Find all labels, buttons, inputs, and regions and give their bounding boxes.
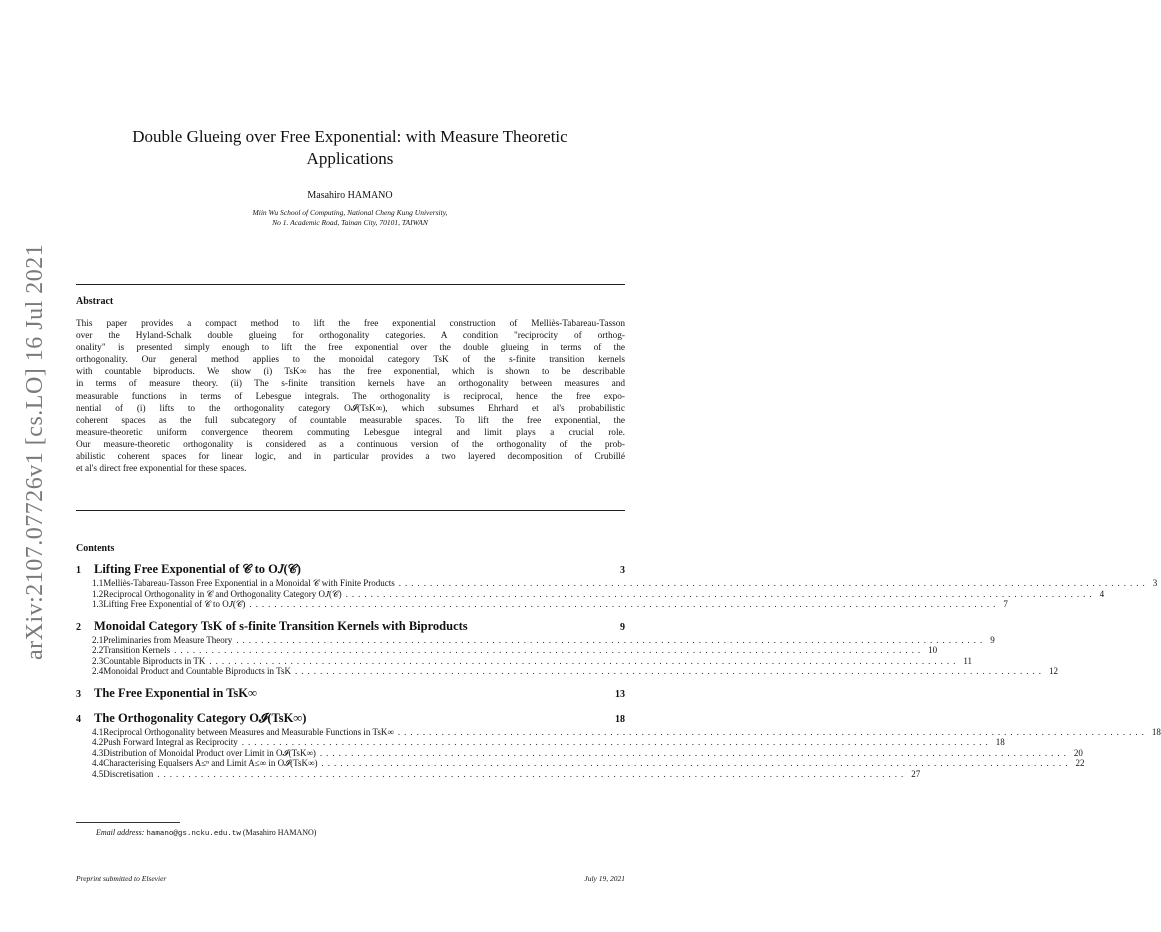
toc-subsection-number: 2.3 (92, 655, 104, 666)
toc-section-title: Monoidal Category TsK of s-finite Transition Kernels with Biproducts (94, 618, 468, 633)
toc-subsection-title: Discretisation (103, 768, 154, 779)
toc-subsection-title: Monoidal Product and Countable Biproducts in TsK (103, 666, 291, 676)
toc-leader-dots: ........................................................................................................................ (209, 655, 960, 666)
abstract-line: over the Hyland-Schalk double glueing for orthogonality categories. A condition "reciprocity of orthog- (76, 331, 625, 342)
abstract-line: with countable biproducts. We show (i) TsK∞ has the free exponential, which is shown to be describable (76, 367, 625, 378)
toc-subsection-page: 4 (1099, 588, 1105, 599)
abstract-heading: Abstract (76, 296, 114, 307)
toc-subsection-page: 7 (1003, 599, 1008, 609)
abstract-line: measurable functions in terms of Lebesgue integrals. The orthogonality is reciprocal, hence the free expo- (76, 391, 625, 402)
toc-subsection-number: 1.1 (92, 578, 104, 588)
contents-heading: Contents (76, 543, 115, 554)
preprint-note: Preprint submitted to Elsevier (76, 874, 167, 883)
toc-subsection-2.1[interactable] (76, 634, 995, 646)
toc-subsection-page: 27 (911, 768, 921, 779)
toc-subsection-number: 4.3 (92, 747, 104, 758)
footnote-author: (Masahiro HAMANO) (242, 828, 317, 837)
toc-subsection-title: Preliminaries from Measure Theory (103, 634, 233, 645)
author-affiliation (140, 208, 560, 228)
toc-leader-dots: ........................................................................................................................ (345, 588, 1096, 599)
toc-section-2[interactable] (76, 619, 625, 635)
toc-subsection-number: 4.1 (92, 726, 104, 737)
toc-subsection-title: Lifting Free Exponential of 𝒞 to O𝐽(𝒞) (103, 599, 246, 609)
toc-subsection-4.3[interactable] (76, 747, 1083, 759)
toc-subsection-page: 3 (1152, 578, 1158, 588)
toc-subsection-page: 20 (1073, 747, 1083, 758)
toc-subsection-number: 1.2 (92, 588, 104, 599)
abstract-line: Our measure-theoretic orthogonality is considered as a continuous version of the orthogonality of the prob- (76, 439, 625, 450)
toc-subsection-number: 2.4 (92, 666, 104, 676)
toc-leader-dots: ........................................................................................................................ (319, 747, 1070, 758)
toc-subsection-2.2[interactable] (76, 645, 938, 656)
toc-section-number: 1 (76, 565, 81, 576)
title-line-1: Double Glueing over Free Exponential: with Measure Theoretic (132, 127, 568, 146)
toc-section-page: 3 (620, 565, 625, 576)
toc-section-1[interactable] (76, 562, 625, 578)
abstract-line: in terms of measure theory. (ii) The s-finite transition kernels have an orthogonality between measures and (76, 379, 625, 390)
table-of-contents (76, 562, 1161, 779)
abstract-line: onality" is presented simply enough to lift the free exponential over the double glueing in terms of the (76, 343, 625, 354)
toc-subsection-title: Reciprocal Orthogonality in 𝒞 and Orthogonality Category O𝐽(𝒞) (103, 588, 342, 599)
toc-subsection-4.2[interactable] (76, 737, 1005, 748)
toc-subsection-number: 4.2 (92, 737, 104, 747)
toc-subsection-page: 22 (1075, 758, 1085, 768)
toc-subsection-page: 9 (990, 634, 995, 645)
toc-section-page: 13 (615, 688, 625, 700)
toc-subsection-number: 2.2 (92, 645, 104, 655)
abstract-line: coherent spaces as the full subcategory of countable measurable spaces. To lift the free exponential, the (76, 415, 625, 426)
toc-section-page: 9 (620, 621, 625, 633)
paper-title (90, 126, 610, 170)
toc-subsection-page: 12 (1048, 666, 1058, 676)
abstract-line: measure-theoretic uniform convergence theorem commuting Lebesgue integral and limit plays a crucial role. (76, 427, 625, 438)
toc-subsection-title: Transition Kernels (103, 645, 171, 655)
toc-leader-dots: ........................................................................................................................ (174, 645, 925, 655)
toc-subsection-4.1[interactable] (76, 726, 1161, 738)
toc-leader-dots: ........................................................................................................................ (236, 634, 987, 645)
toc-subsection-number: 2.1 (92, 634, 104, 645)
toc-subsection-title: Characterising Equalsers A≤ⁿ and Limit A≤∞ in O𝓘(TsK∞) (103, 758, 318, 768)
abstract-line: orthogonality. Our general method applies to the monoidal category TsK of the s-finite transition kernels (76, 355, 625, 366)
toc-section-number: 3 (76, 688, 81, 700)
footnote-label: Email address: (96, 828, 145, 837)
toc-subsection-page: 18 (995, 737, 1005, 747)
toc-subsection-1.3[interactable] (76, 599, 1008, 610)
toc-section-3[interactable] (76, 686, 625, 702)
toc-subsection-4.5[interactable] (76, 768, 921, 780)
toc-subsection-page: 11 (963, 655, 972, 666)
toc-leader-dots: ........................................................................................................................ (294, 666, 1045, 676)
abstract-line: et al's direct free exponential for these spaces. (76, 464, 247, 475)
abstract-top-rule (76, 284, 625, 285)
toc-leader-dots: ........................................................................................................................ (398, 578, 1149, 588)
abstract-line: nential of (i) lifts to the orthogonality category O𝓘(TsK∞), which subsumes Ehrhard et al's probabilistic (76, 403, 625, 414)
toc-leader-dots: ........................................................................................................................ (321, 758, 1072, 768)
toc-section-title: Lifting Free Exponential of 𝒞 to O𝐽(𝒞) (94, 562, 301, 576)
footnote (96, 828, 316, 838)
arxiv-identifier-stamp: arXiv:2107.07726v1 [cs.LO] 16 Jul 2021 (22, 243, 48, 660)
abstract-body (76, 318, 625, 475)
toc-subsection-1.1[interactable] (76, 578, 1158, 589)
author-email-link[interactable]: hamano@gs.ncku.edu.tw (146, 830, 241, 838)
affiliation-line-1: Miin Wu School of Computing, National Cheng Kung University, (252, 208, 448, 217)
title-line-2: Applications (306, 149, 394, 168)
abstract-bottom-rule (76, 510, 625, 511)
toc-subsection-page: 18 (1151, 726, 1161, 737)
toc-subsection-title: Countable Biproducts in TK (103, 655, 206, 666)
toc-section-number: 2 (76, 621, 81, 633)
abstract-line: This paper provides a compact method to lift the free exponential construction of Melliès-Tabareau-Tasson (76, 319, 625, 329)
toc-subsection-title: Push Forward Integral as Reciprocity (103, 737, 238, 747)
preprint-date: July 19, 2021 (584, 874, 625, 883)
toc-subsection-title: Melliès-Tabareau-Tasson Free Exponential in a Monoidal 𝒞 with Finite Products (103, 578, 395, 588)
toc-subsection-1.2[interactable] (76, 588, 1105, 600)
toc-subsection-number: 4.4 (92, 758, 104, 768)
toc-subsection-2.4[interactable] (76, 666, 1058, 677)
toc-section-title: The Free Exponential in TsK∞ (94, 685, 257, 700)
affiliation-line-2: No 1. Academic Road, Tainan City, 70101, TAIWAN (272, 218, 428, 227)
toc-subsection-title: Reciprocal Orthogonality between Measures and Measurable Functions in TsK∞ (103, 726, 394, 737)
toc-section-page: 18 (615, 713, 625, 725)
toc-subsection-2.3[interactable] (76, 655, 972, 667)
toc-subsection-number: 1.3 (92, 599, 104, 609)
toc-section-title: The Orthogonality Category O𝓘(TsK∞) (94, 710, 307, 725)
author-name: Masahiro HAMANO (307, 190, 393, 201)
toc-subsection-number: 4.5 (92, 768, 104, 779)
toc-leader-dots: ........................................................................................................................ (157, 768, 908, 779)
toc-section-number: 4 (76, 713, 81, 725)
abstract-line: abilistic coherent spaces for linear logic, and in particular provides a two layered decomposition of Crubillé (76, 452, 625, 463)
toc-section-4[interactable] (76, 711, 625, 727)
toc-leader-dots: ........................................................................................................................ (241, 737, 992, 747)
toc-subsection-title: Distribution of Monoidal Product over Limit in O𝓘(TsK∞) (103, 747, 316, 758)
footnote-rule (76, 822, 180, 823)
toc-leader-dots: ........................................................................................................................ (397, 726, 1148, 737)
toc-subsection-page: 10 (928, 645, 938, 655)
toc-leader-dots: ........................................................................................................................ (249, 599, 1000, 609)
toc-subsection-4.4[interactable] (76, 758, 1085, 769)
